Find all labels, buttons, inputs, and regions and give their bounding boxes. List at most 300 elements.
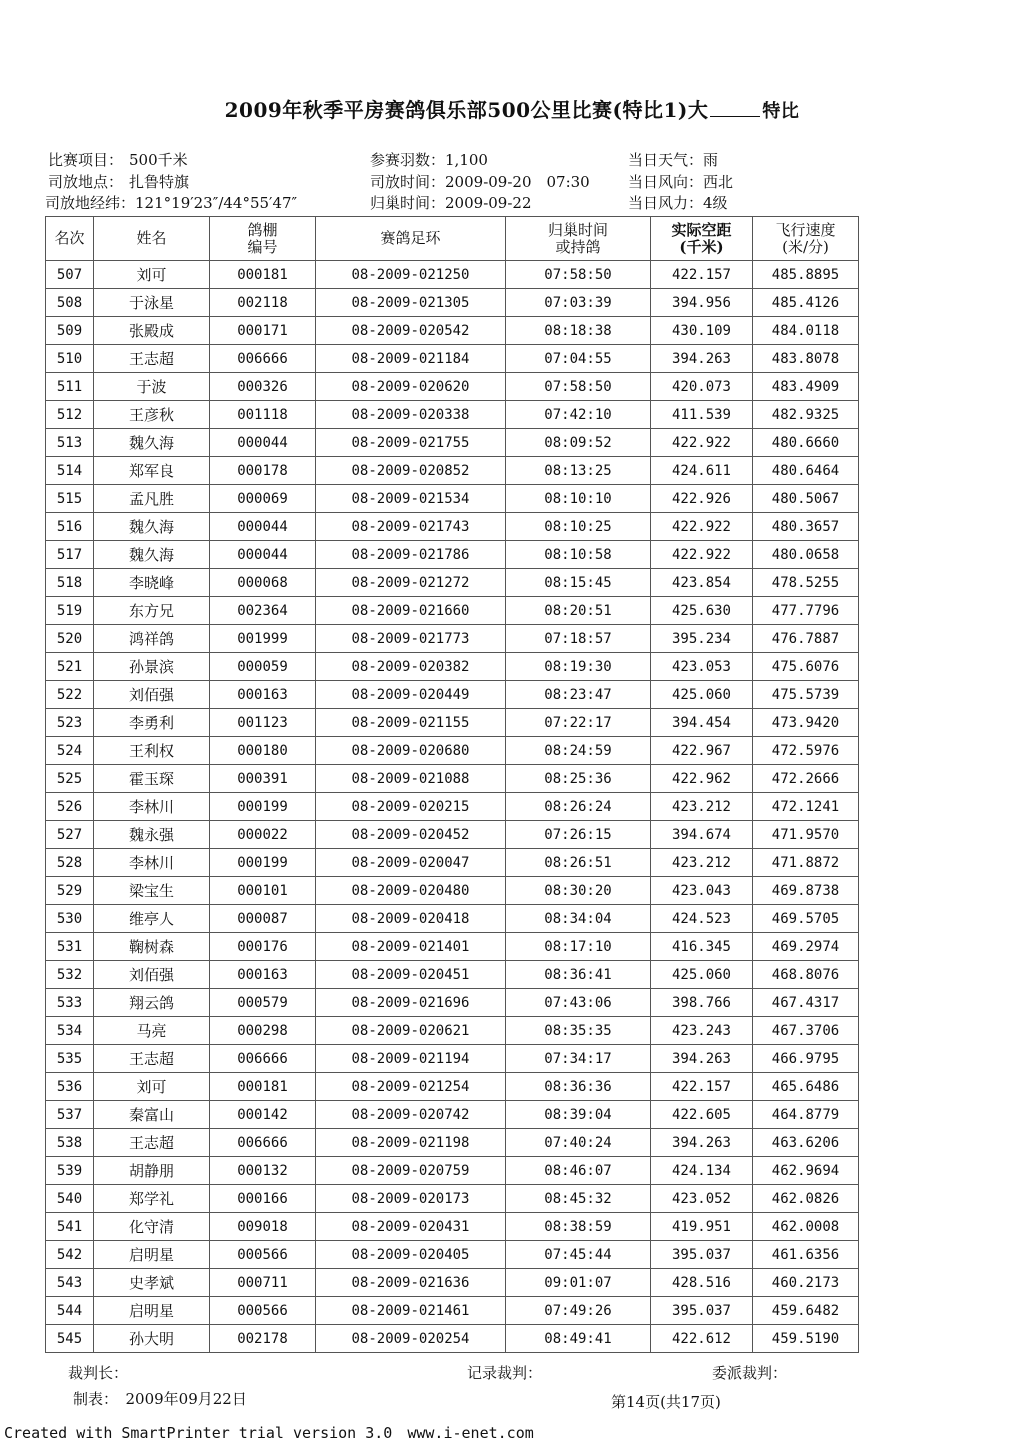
table-row: [46, 933, 859, 961]
table-row: [46, 737, 859, 765]
table-row: [46, 1241, 859, 1269]
table-row: [46, 905, 859, 933]
table-header-row: [46, 217, 859, 261]
cell-arrival: 08:30:20: [506, 877, 651, 905]
cell-rank: 523: [46, 709, 94, 737]
cell-speed: 476.7887: [753, 625, 859, 653]
cell-name: 王志超: [94, 345, 210, 373]
cell-loft: 006666: [210, 345, 316, 373]
cell-name: 郑军良: [94, 457, 210, 485]
cell-rank: 530: [46, 905, 94, 933]
cell-name: 王志超: [94, 1129, 210, 1157]
cell-speed: 485.4126: [753, 289, 859, 317]
cell-ring: 08-2009-021250: [316, 261, 506, 289]
cell-name: 王彦秋: [94, 401, 210, 429]
table-row: [46, 317, 859, 345]
cell-arrival: 07:26:15: [506, 821, 651, 849]
cell-distance: 425.060: [651, 681, 753, 709]
info-wind-direction-label: 当日风向：: [628, 173, 704, 191]
cell-name: 史孝斌: [94, 1269, 210, 1297]
cell-ring: 08-2009-021401: [316, 933, 506, 961]
col-arrival-line2: 或持鸽: [555, 237, 601, 256]
title-text: 2009年秋季平房赛鸽俱乐部500公里比赛(特比1)大: [224, 98, 709, 122]
cell-name: 魏永强: [94, 821, 210, 849]
cell-speed: 460.2173: [753, 1269, 859, 1297]
footer-credit: Created with SmartPrinter trial version 3.0 www.i-enet.com: [4, 1424, 534, 1442]
cell-ring: 08-2009-020742: [316, 1101, 506, 1129]
cell-ring: 08-2009-021194: [316, 1045, 506, 1073]
cell-name: 魏久海: [94, 541, 210, 569]
cell-rank: 540: [46, 1185, 94, 1213]
cell-rank: 522: [46, 681, 94, 709]
cell-speed: 459.5190: [753, 1325, 859, 1353]
cell-ring: 08-2009-021088: [316, 765, 506, 793]
cell-speed: 483.8078: [753, 345, 859, 373]
cell-name: 刘可: [94, 261, 210, 289]
cell-speed: 462.0826: [753, 1185, 859, 1213]
table-row: [46, 989, 859, 1017]
table-row: [46, 1073, 859, 1101]
cell-distance: 423.053: [651, 653, 753, 681]
cell-rank: 525: [46, 765, 94, 793]
cell-name: 于波: [94, 373, 210, 401]
cell-loft: 000101: [210, 877, 316, 905]
col-distance: [651, 217, 753, 261]
info-entries: [370, 149, 488, 170]
cell-loft: 000176: [210, 933, 316, 961]
table-row: [46, 485, 859, 513]
col-rank: 名次: [46, 217, 94, 261]
cell-arrival: 08:39:04: [506, 1101, 651, 1129]
cell-ring: 08-2009-020215: [316, 793, 506, 821]
cell-distance: 395.234: [651, 625, 753, 653]
info-event-value: 500千米: [129, 151, 188, 169]
cell-ring: 08-2009-021184: [316, 345, 506, 373]
cell-arrival: 08:10:58: [506, 541, 651, 569]
cell-loft: 006666: [210, 1045, 316, 1073]
info-release-time-label: 司放时间：: [370, 173, 446, 191]
cell-ring: 08-2009-020480: [316, 877, 506, 905]
cell-rank: 541: [46, 1213, 94, 1241]
cell-ring: 08-2009-021755: [316, 429, 506, 457]
cell-speed: 483.4909: [753, 373, 859, 401]
cell-ring: 08-2009-021636: [316, 1269, 506, 1297]
cell-ring: 08-2009-020418: [316, 905, 506, 933]
cell-arrival: 08:49:41: [506, 1325, 651, 1353]
cell-arrival: 08:13:25: [506, 457, 651, 485]
table-row: [46, 1297, 859, 1325]
cell-name: 李勇利: [94, 709, 210, 737]
cell-name: 王志超: [94, 1045, 210, 1073]
cell-arrival: 07:58:50: [506, 261, 651, 289]
cell-rank: 531: [46, 933, 94, 961]
title-blank: [710, 98, 760, 117]
cell-ring: 08-2009-021272: [316, 569, 506, 597]
cell-speed: 480.5067: [753, 485, 859, 513]
cell-speed: 465.6486: [753, 1073, 859, 1101]
cell-loft: 000181: [210, 1073, 316, 1101]
cell-loft: 000132: [210, 1157, 316, 1185]
cell-speed: 462.0008: [753, 1213, 859, 1241]
cell-ring: 08-2009-020621: [316, 1017, 506, 1045]
cell-ring: 08-2009-020449: [316, 681, 506, 709]
cell-rank: 533: [46, 989, 94, 1017]
cell-distance: 424.523: [651, 905, 753, 933]
cell-rank: 507: [46, 261, 94, 289]
cell-loft: 000180: [210, 737, 316, 765]
cell-name: 东方兄: [94, 597, 210, 625]
table-row: [46, 597, 859, 625]
cell-distance: 394.674: [651, 821, 753, 849]
cell-arrival: 08:24:59: [506, 737, 651, 765]
cell-name: 于泳星: [94, 289, 210, 317]
cell-name: 马亮: [94, 1017, 210, 1045]
cell-ring: 08-2009-020542: [316, 317, 506, 345]
cell-name: 孟凡胜: [94, 485, 210, 513]
cell-name: 李晓峰: [94, 569, 210, 597]
table-row: [46, 1157, 859, 1185]
cell-name: 张殿成: [94, 317, 210, 345]
cell-ring: 08-2009-020338: [316, 401, 506, 429]
cell-loft: 006666: [210, 1129, 316, 1157]
cell-rank: 510: [46, 345, 94, 373]
table-row: [46, 457, 859, 485]
cell-distance: 424.134: [651, 1157, 753, 1185]
info-coords: [45, 192, 297, 213]
cell-speed: 480.0658: [753, 541, 859, 569]
cell-speed: 478.5255: [753, 569, 859, 597]
cell-name: 王利权: [94, 737, 210, 765]
col-distance-line2: (千米): [679, 237, 724, 256]
cell-ring: 08-2009-020382: [316, 653, 506, 681]
cell-arrival: 08:26:24: [506, 793, 651, 821]
col-ring: 赛鸽足环: [316, 217, 506, 261]
cell-speed: 464.8779: [753, 1101, 859, 1129]
cell-ring: 08-2009-020254: [316, 1325, 506, 1353]
cell-rank: 545: [46, 1325, 94, 1353]
cell-distance: 394.454: [651, 709, 753, 737]
cell-loft: 000163: [210, 961, 316, 989]
table-row: [46, 373, 859, 401]
cell-arrival: 08:35:35: [506, 1017, 651, 1045]
cell-loft: 009018: [210, 1213, 316, 1241]
cell-speed: 461.6356: [753, 1241, 859, 1269]
cell-name: 翔云鸽: [94, 989, 210, 1017]
cell-arrival: 08:10:10: [506, 485, 651, 513]
cell-loft: 000068: [210, 569, 316, 597]
col-loft: [210, 217, 316, 261]
col-name: 姓名: [94, 217, 210, 261]
cell-name: 鸿祥鸽: [94, 625, 210, 653]
cell-arrival: 07:03:39: [506, 289, 651, 317]
info-release-time: [370, 171, 590, 192]
cell-loft: 000044: [210, 429, 316, 457]
table-row: [46, 289, 859, 317]
cell-rank: 520: [46, 625, 94, 653]
cell-distance: 395.037: [651, 1241, 753, 1269]
cell-distance: 422.967: [651, 737, 753, 765]
table-row: [46, 1213, 859, 1241]
cell-arrival: 07:40:24: [506, 1129, 651, 1157]
cell-name: 维亭人: [94, 905, 210, 933]
col-loft-line1: 鸽棚: [247, 220, 278, 239]
cell-distance: 422.922: [651, 513, 753, 541]
results-table: [45, 216, 859, 1353]
cell-name: 启明星: [94, 1241, 210, 1269]
cell-distance: 424.611: [651, 457, 753, 485]
cell-ring: 08-2009-020431: [316, 1213, 506, 1241]
cell-name: 魏久海: [94, 513, 210, 541]
cell-ring: 08-2009-020620: [316, 373, 506, 401]
cell-loft: 000326: [210, 373, 316, 401]
table-row: [46, 1185, 859, 1213]
cell-distance: 395.037: [651, 1297, 753, 1325]
cell-rank: 543: [46, 1269, 94, 1297]
cell-distance: 394.263: [651, 1045, 753, 1073]
cell-rank: 528: [46, 849, 94, 877]
col-speed: [753, 217, 859, 261]
cell-rank: 517: [46, 541, 94, 569]
table-row: [46, 569, 859, 597]
cell-ring: 08-2009-021254: [316, 1073, 506, 1101]
cell-loft: 001123: [210, 709, 316, 737]
table-row: [46, 513, 859, 541]
cell-distance: 422.926: [651, 485, 753, 513]
cell-rank: 519: [46, 597, 94, 625]
table-row: [46, 345, 859, 373]
cell-loft: 000166: [210, 1185, 316, 1213]
cell-rank: 542: [46, 1241, 94, 1269]
cell-arrival: 07:42:10: [506, 401, 651, 429]
cell-speed: 463.6206: [753, 1129, 859, 1157]
cell-distance: 394.263: [651, 345, 753, 373]
info-return-time: [370, 192, 532, 213]
cell-loft: 000171: [210, 317, 316, 345]
table-row: [46, 709, 859, 737]
cell-name: 刘可: [94, 1073, 210, 1101]
cell-rank: 526: [46, 793, 94, 821]
cell-arrival: 08:10:25: [506, 513, 651, 541]
cell-arrival: 09:01:07: [506, 1269, 651, 1297]
cell-rank: 515: [46, 485, 94, 513]
cell-ring: 08-2009-020173: [316, 1185, 506, 1213]
cell-loft: 000199: [210, 793, 316, 821]
cell-rank: 529: [46, 877, 94, 905]
cell-ring: 08-2009-021461: [316, 1297, 506, 1325]
cell-rank: 539: [46, 1157, 94, 1185]
cell-distance: 422.922: [651, 429, 753, 457]
col-distance-line1: 实际空距: [671, 220, 732, 239]
table-row: [46, 1101, 859, 1129]
info-weather: [628, 149, 718, 170]
cell-speed: 475.5739: [753, 681, 859, 709]
cell-arrival: 07:22:17: [506, 709, 651, 737]
cell-name: 李林川: [94, 849, 210, 877]
table-row: [46, 541, 859, 569]
cell-speed: 473.9420: [753, 709, 859, 737]
cell-loft: 000391: [210, 765, 316, 793]
cell-name: 魏久海: [94, 429, 210, 457]
cell-distance: 423.043: [651, 877, 753, 905]
cell-ring: 08-2009-021786: [316, 541, 506, 569]
cell-arrival: 08:36:36: [506, 1073, 651, 1101]
info-entries-value: 1,100: [445, 151, 488, 169]
cell-rank: 544: [46, 1297, 94, 1325]
cell-loft: 000711: [210, 1269, 316, 1297]
cell-ring: 08-2009-020680: [316, 737, 506, 765]
cell-arrival: 08:36:41: [506, 961, 651, 989]
table-row: [46, 401, 859, 429]
cell-loft: 000181: [210, 261, 316, 289]
cell-loft: 000579: [210, 989, 316, 1017]
cell-rank: 508: [46, 289, 94, 317]
cell-loft: 000199: [210, 849, 316, 877]
cell-arrival: 08:38:59: [506, 1213, 651, 1241]
cell-speed: 472.5976: [753, 737, 859, 765]
cell-speed: 472.2666: [753, 765, 859, 793]
cell-distance: 422.157: [651, 261, 753, 289]
cell-name: 刘佰强: [94, 961, 210, 989]
cell-loft: 000044: [210, 541, 316, 569]
cell-arrival: 08:18:38: [506, 317, 651, 345]
cell-speed: 480.6660: [753, 429, 859, 457]
table-row: [46, 261, 859, 289]
table-row: [46, 1325, 859, 1353]
cell-ring: 08-2009-021305: [316, 289, 506, 317]
table-row: [46, 625, 859, 653]
cell-distance: 419.951: [651, 1213, 753, 1241]
table-row: [46, 653, 859, 681]
info-return-time-label: 归巢时间：: [370, 194, 446, 212]
cell-speed: 471.9570: [753, 821, 859, 849]
cell-ring: 08-2009-021198: [316, 1129, 506, 1157]
cell-ring: 08-2009-020759: [316, 1157, 506, 1185]
info-event-label: 比赛项目：: [48, 151, 124, 169]
info-release-place-value: 扎鲁特旗: [129, 173, 190, 191]
info-weather-label: 当日天气：: [628, 151, 704, 169]
cell-rank: 512: [46, 401, 94, 429]
cell-ring: 08-2009-021773: [316, 625, 506, 653]
info-release-place-label: 司放地点：: [48, 173, 124, 191]
info-wind-direction: [628, 171, 733, 192]
cell-loft: 000566: [210, 1241, 316, 1269]
cell-arrival: 08:23:47: [506, 681, 651, 709]
cell-ring: 08-2009-021534: [316, 485, 506, 513]
page-title: [0, 94, 1024, 123]
cell-arrival: 08:45:32: [506, 1185, 651, 1213]
cell-name: 梁宝生: [94, 877, 210, 905]
cell-arrival: 07:34:17: [506, 1045, 651, 1073]
cell-speed: 472.1241: [753, 793, 859, 821]
cell-speed: 477.7796: [753, 597, 859, 625]
info-wind-force: [628, 192, 728, 213]
cell-distance: 422.962: [651, 765, 753, 793]
cell-speed: 467.4317: [753, 989, 859, 1017]
cell-distance: 425.630: [651, 597, 753, 625]
cell-distance: 422.157: [651, 1073, 753, 1101]
cell-arrival: 07:45:44: [506, 1241, 651, 1269]
cell-distance: 423.243: [651, 1017, 753, 1045]
cell-loft: 000087: [210, 905, 316, 933]
cell-speed: 466.9795: [753, 1045, 859, 1073]
cell-name: 胡静朋: [94, 1157, 210, 1185]
cell-distance: 398.766: [651, 989, 753, 1017]
cell-loft: 002118: [210, 289, 316, 317]
cell-rank: 532: [46, 961, 94, 989]
info-wind-force-value: 4级: [703, 194, 728, 212]
cell-arrival: 08:25:36: [506, 765, 651, 793]
cell-rank: 516: [46, 513, 94, 541]
table-body: [46, 261, 859, 1353]
cell-arrival: 08:19:30: [506, 653, 651, 681]
cell-loft: 000044: [210, 513, 316, 541]
cell-ring: 08-2009-021155: [316, 709, 506, 737]
col-speed-line1: 飞行速度: [775, 220, 836, 239]
cell-loft: 002178: [210, 1325, 316, 1353]
cell-arrival: 08:34:04: [506, 905, 651, 933]
cell-speed: 475.6076: [753, 653, 859, 681]
info-coords-value: 121°19′23″/44°55′47″: [135, 194, 298, 212]
cell-rank: 536: [46, 1073, 94, 1101]
cell-rank: 521: [46, 653, 94, 681]
cell-speed: 480.3657: [753, 513, 859, 541]
info-wind-direction-value: 西北: [703, 173, 734, 191]
cell-arrival: 07:58:50: [506, 373, 651, 401]
cell-rank: 524: [46, 737, 94, 765]
cell-distance: 394.956: [651, 289, 753, 317]
cell-rank: 527: [46, 821, 94, 849]
cell-speed: 462.9694: [753, 1157, 859, 1185]
cell-speed: 480.6464: [753, 457, 859, 485]
cell-arrival: 08:26:51: [506, 849, 651, 877]
cell-name: 化守清: [94, 1213, 210, 1241]
cell-name: 郑学礼: [94, 1185, 210, 1213]
cell-distance: 416.345: [651, 933, 753, 961]
info-entries-label: 参赛羽数：: [370, 151, 446, 169]
table-row: [46, 1269, 859, 1297]
footer-assigned-referee: 委派裁判：: [712, 1364, 788, 1382]
info-weather-value: 雨: [703, 151, 719, 169]
table-row: [46, 961, 859, 989]
col-loft-line2: 编号: [247, 237, 278, 256]
footer-chief-referee: 裁判长：: [68, 1364, 129, 1382]
cell-loft: 000142: [210, 1101, 316, 1129]
cell-loft: 002364: [210, 597, 316, 625]
info-coords-label: 司放地经纬：: [45, 194, 136, 212]
cell-rank: 535: [46, 1045, 94, 1073]
cell-name: 孙大明: [94, 1325, 210, 1353]
table-row: [46, 1045, 859, 1073]
cell-ring: 08-2009-021696: [316, 989, 506, 1017]
cell-distance: 425.060: [651, 961, 753, 989]
cell-distance: 422.605: [651, 1101, 753, 1129]
cell-name: 孙景滨: [94, 653, 210, 681]
cell-loft: 000298: [210, 1017, 316, 1045]
table-row: [46, 681, 859, 709]
cell-loft: 000566: [210, 1297, 316, 1325]
info-event: [48, 149, 188, 170]
cell-ring: 08-2009-020451: [316, 961, 506, 989]
col-arrival-line1: 归巢时间: [547, 220, 608, 239]
cell-arrival: 08:15:45: [506, 569, 651, 597]
cell-ring: 08-2009-021743: [316, 513, 506, 541]
cell-loft: 000059: [210, 653, 316, 681]
cell-arrival: 07:04:55: [506, 345, 651, 373]
cell-ring: 08-2009-020047: [316, 849, 506, 877]
cell-speed: 467.3706: [753, 1017, 859, 1045]
cell-distance: 422.612: [651, 1325, 753, 1353]
cell-rank: 513: [46, 429, 94, 457]
